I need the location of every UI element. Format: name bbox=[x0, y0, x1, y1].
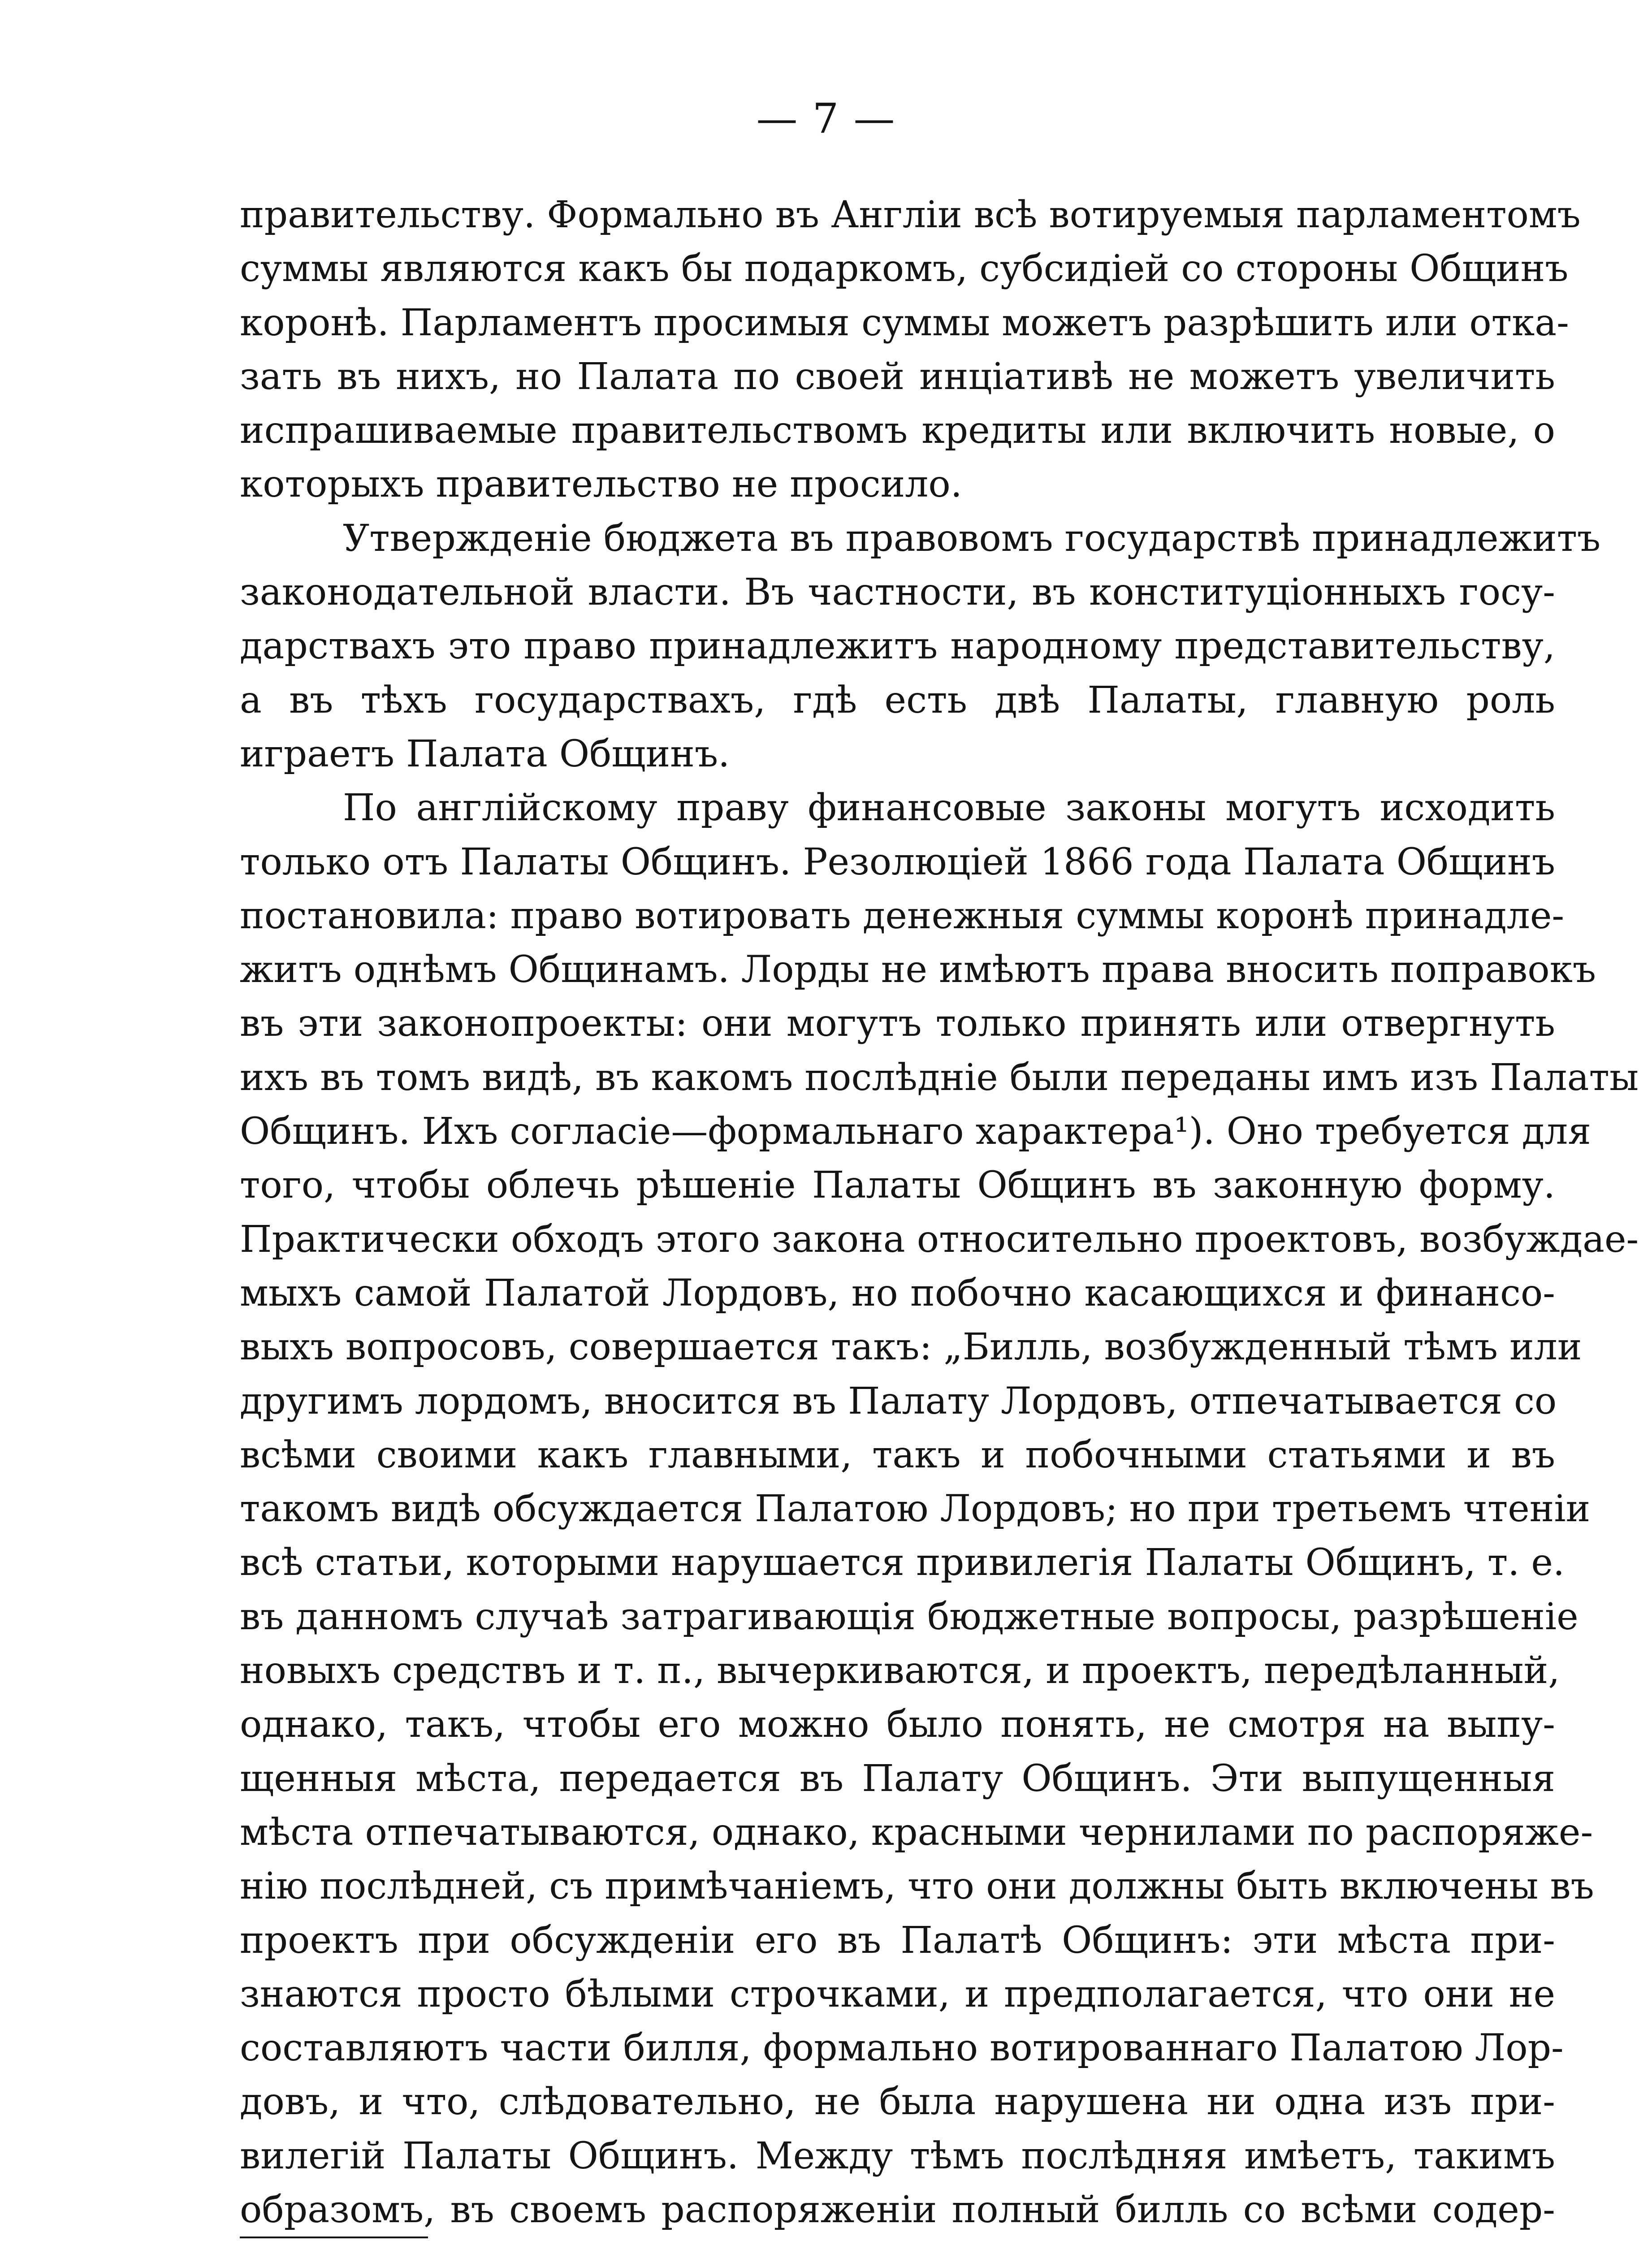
text-line: правительству. Формально въ Англіи всѣ вотируемыя парламентомъ bbox=[240, 194, 1581, 236]
text-line: дарствахъ это право принадлежитъ народному представительству, bbox=[240, 625, 1555, 668]
text-line: въ данномъ случаѣ затрагивающія бюджетные вопросы, разрѣшеніе bbox=[240, 1595, 1578, 1638]
text-line: Общинъ. Ихъ согласіе—формальнаго характера¹). Оно требуется для bbox=[240, 1110, 1591, 1153]
text-line: выхъ вопросовъ, совершается такъ: „Билль, возбужденный тѣмъ или bbox=[240, 1326, 1582, 1369]
text-line: того, чтобы облечь рѣшеніе Палаты Общинъ въ законную форму. bbox=[240, 1164, 1555, 1207]
text-line: мѣста отпечатываются, однако, красными чернилами по распоряже- bbox=[240, 1811, 1593, 1854]
text-line: которыхъ правительство не просило. bbox=[240, 463, 962, 506]
text-line: ихъ въ томъ видѣ, въ какомъ послѣдніе были переданы имъ изъ Палаты bbox=[240, 1056, 1639, 1099]
footnote-divider bbox=[240, 2237, 428, 2238]
text-line: новыхъ средствъ и т. п., вычеркиваются, и проектъ, передѣланный, bbox=[240, 1649, 1560, 1692]
text-line: составляютъ части билля, формально вотированнаго Палатою Лор- bbox=[240, 2027, 1564, 2070]
text-line: Практически обходъ этого закона относительно проектовъ, возбуждае- bbox=[240, 1218, 1639, 1261]
text-line: испрашиваемые правительствомъ кредиты или включить новые, о bbox=[240, 409, 1555, 452]
text-line: довъ, и что, слѣдовательно, не была нарушена ни одна изъ при- bbox=[240, 2081, 1555, 2124]
text-line: нію послѣдней, съ примѣчаніемъ, что они должны быть включены въ bbox=[240, 1865, 1594, 1908]
main-text bbox=[240, 188, 1639, 2241]
text-line: играетъ Палата Общинъ. bbox=[240, 732, 730, 775]
text-line: мыхъ самой Палатой Лордовъ, но побочно касающихся и финансо- bbox=[240, 1272, 1555, 1315]
text-line: коронѣ. Парламентъ просимыя суммы можетъ разрѣшить или отка- bbox=[240, 301, 1569, 344]
text-line: вилегій Палаты Общинъ. Между тѣмъ послѣдняя имѣетъ, такимъ bbox=[240, 2134, 1555, 2177]
text-line: житъ однѣмъ Общинамъ. Лорды не имѣютъ права вносить поправокъ bbox=[240, 948, 1596, 991]
text-line: знаются просто бѣлыми строчками, и предполагается, что они не bbox=[240, 1973, 1555, 2016]
text-line: а въ тѣхъ государствахъ, гдѣ есть двѣ Палаты, главную роль bbox=[240, 679, 1555, 722]
text-line: Утвержденіе бюджета въ правовомъ государствѣ принадлежитъ bbox=[343, 517, 1601, 560]
text-line: всѣми своими какъ главными, такъ и побочными статьями и въ bbox=[240, 1433, 1555, 1476]
text-line: суммы являются какъ бы подаркомъ, субсидіей со стороны Общинъ bbox=[240, 247, 1569, 290]
page-number: — 7 — bbox=[756, 95, 896, 143]
text-line: зать въ нихъ, но Палата по своей инціативѣ не можетъ увеличить bbox=[240, 355, 1555, 398]
text-line: всѣ статьи, которыми нарушается привилегія Палаты Общинъ, т. е. bbox=[240, 1541, 1565, 1584]
text-line: образомъ, въ своемъ распоряженіи полный билль со всѣми содер- bbox=[240, 2188, 1555, 2231]
text-line: щенныя мѣста, передается въ Палату Общинъ. Эти выпущенныя bbox=[240, 1757, 1555, 1800]
text-line: только отъ Палаты Общинъ. Резолюціей 1866 года Палата Общинъ bbox=[240, 840, 1555, 883]
text-line: другимъ лордомъ, вносится въ Палату Лордовъ, отпечатывается со bbox=[240, 1380, 1557, 1423]
text-line: въ эти законопроекты: они могутъ только принять или отвергнуть bbox=[240, 1002, 1555, 1045]
text-line: законодательной власти. Въ частности, въ конституціонныхъ госу- bbox=[240, 571, 1555, 614]
text-line: однако, такъ, чтобы его можно было понять, не смотря на выпу- bbox=[240, 1703, 1555, 1746]
text-line bbox=[240, 2237, 1555, 2241]
text-line: постановила: право вотировать денежныя суммы коронѣ принадле- bbox=[240, 894, 1565, 937]
text-line: такомъ видѣ обсуждается Палатою Лордовъ; но при третьемъ чтеніи bbox=[240, 1488, 1591, 1531]
text-line: По англійскому праву финансовые законы могутъ исходить bbox=[343, 787, 1555, 830]
text-line: проектъ при обсужденіи его въ Палатѣ Общинъ: эти мѣста при- bbox=[240, 1919, 1555, 1962]
